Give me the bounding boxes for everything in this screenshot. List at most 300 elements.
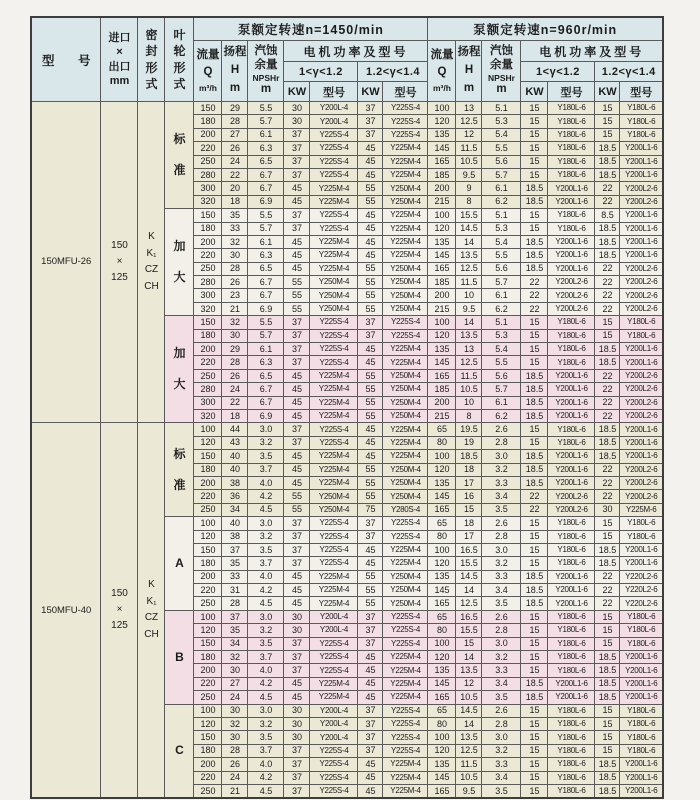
kw-high-1450: 45 [358, 771, 383, 784]
flow-1450: 150 [194, 543, 222, 556]
motor-high-1450: Y225M-4 [383, 677, 428, 690]
table-body [31, 102, 663, 799]
kw-high-960: 18.5 [595, 356, 620, 369]
header-seal-line: 封 [145, 44, 158, 59]
motor-high-960: Y180L-6 [620, 329, 663, 342]
head-960: 10.5 [456, 691, 482, 704]
motor-low-1450: Y225S-4 [310, 128, 358, 141]
head-960: 9.5 [456, 784, 482, 798]
motor-high-960: Y200L1-6 [620, 651, 663, 664]
npsh-960: 2.8 [482, 530, 521, 543]
flow-960: 185 [428, 168, 456, 181]
motor-low-1450: Y225S-4 [310, 155, 358, 168]
npsh-960: 5.7 [482, 276, 521, 289]
motor-high-1450: Y225M-4 [383, 543, 428, 556]
head-1450: 33 [222, 222, 248, 235]
flow-1450: 200 [194, 476, 222, 489]
motor-high-960: Y200L1-6 [620, 155, 663, 168]
npsh-1450: 3.7 [248, 744, 284, 757]
motor-low-960: Y200L2-6 [548, 289, 595, 302]
header-model-low-960: 型号 [548, 82, 595, 102]
npsh-960: 3.0 [482, 450, 521, 463]
head-label-line: 扬程 [457, 46, 481, 59]
kw-high-960: 22 [595, 490, 620, 503]
head-1450: 24 [222, 771, 248, 784]
motor-high-960: Y180L-6 [620, 637, 663, 650]
flow-960: 100 [428, 316, 456, 329]
flow-960: 135 [428, 758, 456, 771]
kw-low-960: 15 [521, 115, 548, 128]
motor-high-1450: Y280S-4 [383, 503, 428, 516]
npsh-960: 2.6 [482, 704, 521, 717]
kw-low-960: 15 [521, 771, 548, 784]
npsh-1450: 4.2 [248, 677, 284, 690]
motor-high-1450: Y250M-4 [383, 584, 428, 597]
kw-low-960: 18.5 [521, 463, 548, 476]
kw-low-960: 18.5 [521, 597, 548, 610]
motor-low-1450: Y225S-4 [310, 142, 358, 155]
npsh-960: 5.1 [482, 316, 521, 329]
kw-low-960: 18.5 [521, 235, 548, 248]
motor-high-1450: Y250M-4 [383, 195, 428, 208]
kw-high-1450: 37 [358, 717, 383, 730]
head-960: 10.5 [456, 771, 482, 784]
motor-high-1450: Y225M-4 [383, 423, 428, 436]
motor-high-1450: Y225S-4 [383, 637, 428, 650]
motor-low-960: Y180L-6 [548, 784, 595, 798]
head-1450: 28 [222, 262, 248, 275]
motor-low-960: Y180L-6 [548, 651, 595, 664]
motor-low-1450: Y225M-4 [310, 262, 358, 275]
seal-type-cell-line: CH [144, 628, 159, 640]
motor-high-1450: Y250M-4 [383, 276, 428, 289]
npsh-1450: 3.7 [248, 463, 284, 476]
kw-low-1450: 37 [284, 744, 310, 757]
flow-960: 120 [428, 222, 456, 235]
motor-high-1450: Y250M-4 [383, 182, 428, 195]
flow-960: 65 [428, 517, 456, 530]
motor-high-960: Y200L1-6 [620, 235, 663, 248]
head-960: 14 [456, 717, 482, 730]
motor-high-1450: Y225S-4 [383, 731, 428, 744]
kw-high-1450: 45 [358, 343, 383, 356]
impeller-type-cell [165, 316, 194, 423]
motor-low-960: Y200L1-6 [548, 409, 595, 422]
head-1450: 38 [222, 530, 248, 543]
kw-low-1450: 37 [284, 222, 310, 235]
npsh-960: 3.5 [482, 691, 521, 704]
head-1450: 38 [222, 476, 248, 489]
motor-high-1450: Y250M-4 [383, 476, 428, 489]
head-1450: 35 [222, 209, 248, 222]
motor-high-960: Y200L2-6 [620, 409, 663, 422]
flow-1450: 120 [194, 530, 222, 543]
npsh-1450: 3.2 [248, 624, 284, 637]
motor-high-1450: Y225M-4 [383, 209, 428, 222]
kw-high-1450: 45 [358, 758, 383, 771]
flow-960: 100 [428, 102, 456, 115]
motor-low-960: Y200L2-6 [548, 302, 595, 315]
kw-high-960: 15 [595, 530, 620, 543]
motor-low-960: Y200L2-6 [548, 276, 595, 289]
kw-low-960: 15 [521, 209, 548, 222]
motor-high-1450: Y225M-4 [383, 155, 428, 168]
motor-low-1450: Y225S-4 [310, 168, 358, 181]
kw-high-960: 22 [595, 182, 620, 195]
motor-low-1450: Y200L-4 [310, 610, 358, 623]
kw-high-1450: 75 [358, 503, 383, 516]
kw-low-1450: 30 [284, 102, 310, 115]
flow-1450: 320 [194, 409, 222, 422]
motor-high-960: Y200L1-6 [620, 664, 663, 677]
npsh-1450: 6.1 [248, 235, 284, 248]
head-960: 12.5 [456, 115, 482, 128]
kw-low-1450: 55 [284, 276, 310, 289]
motor-high-960: Y200L1-6 [620, 677, 663, 690]
motor-high-960: Y180L-6 [620, 717, 663, 730]
kw-low-1450: 45 [284, 195, 310, 208]
flow-1450: 200 [194, 758, 222, 771]
flow-1450: 300 [194, 182, 222, 195]
flow-1450: 220 [194, 142, 222, 155]
kw-high-1450: 45 [358, 235, 383, 248]
head-960: 12 [456, 128, 482, 141]
motor-low-960: Y180L-6 [548, 316, 595, 329]
npsh-1450: 3.0 [248, 610, 284, 623]
flow-1450: 320 [194, 195, 222, 208]
seal-type-cell-line: CZ [144, 612, 159, 624]
npsh-960: 3.4 [482, 584, 521, 597]
motor-low-1450: Y225S-4 [310, 356, 358, 369]
header-inlet-line: mm [109, 74, 130, 87]
flow-1450: 180 [194, 651, 222, 664]
motor-low-1450: Y200L-4 [310, 624, 358, 637]
motor-low-960: Y180L-6 [548, 530, 595, 543]
kw-high-960: 22 [595, 369, 620, 382]
head-1450: 30 [222, 731, 248, 744]
motor-low-1450: Y225S-4 [310, 784, 358, 798]
kw-high-1450: 55 [358, 262, 383, 275]
motor-low-960: Y180L-6 [548, 155, 595, 168]
head-960: 15.5 [456, 624, 482, 637]
motor-low-1450: Y225M-4 [310, 235, 358, 248]
kw-low-960: 22 [521, 276, 548, 289]
kw-high-1450: 55 [358, 584, 383, 597]
motor-high-1450: Y225S-4 [383, 115, 428, 128]
head-960: 10 [456, 289, 482, 302]
motor-high-960: Y200L1-6 [620, 771, 663, 784]
kw-high-1450: 37 [358, 624, 383, 637]
kw-high-1450: 55 [358, 409, 383, 422]
inlet-outlet-cell-line: × [116, 604, 123, 616]
kw-high-960: 18.5 [595, 235, 620, 248]
motor-low-1450: Y225M-4 [310, 597, 358, 610]
kw-high-960: 18.5 [595, 436, 620, 449]
flow-960: 135 [428, 343, 456, 356]
flow-960: 80 [428, 530, 456, 543]
kw-low-1450: 37 [284, 771, 310, 784]
npsh-960: 2.8 [482, 624, 521, 637]
kw-high-960: 15 [595, 731, 620, 744]
flow-1450: 100 [194, 704, 222, 717]
kw-low-1450: 45 [284, 597, 310, 610]
kw-high-1450: 45 [358, 543, 383, 556]
motor-low-960: Y180L-6 [548, 343, 595, 356]
flow-960: 165 [428, 369, 456, 382]
motor-low-960: Y180L-6 [548, 517, 595, 530]
inlet-outlet-cell-line: 125 [111, 620, 128, 632]
head-1450: 36 [222, 490, 248, 503]
motor-high-1450: Y250M-4 [383, 302, 428, 315]
flow-1450: 180 [194, 115, 222, 128]
npsh-1450: 6.7 [248, 289, 284, 302]
kw-low-960: 15 [521, 436, 548, 449]
kw-low-960: 15 [521, 168, 548, 181]
motor-high-960: Y220L2-6 [620, 597, 663, 610]
motor-high-1450: Y250M-4 [383, 597, 428, 610]
motor-high-960: Y180L-6 [620, 744, 663, 757]
header-motor-power-1450: 电机功率及型号 [284, 41, 428, 62]
flow-1450: 280 [194, 383, 222, 396]
head-1450: 21 [222, 302, 248, 315]
head-1450: 24 [222, 383, 248, 396]
inlet-outlet-cell [101, 423, 138, 798]
kw-low-1450: 37 [284, 543, 310, 556]
motor-low-960: Y180L-6 [548, 664, 595, 677]
motor-low-960: Y180L-6 [548, 128, 595, 141]
flow-1450: 200 [194, 664, 222, 677]
head-960: 15.5 [456, 209, 482, 222]
head-1450: 31 [222, 584, 248, 597]
flow-1450: 300 [194, 289, 222, 302]
kw-high-1450: 45 [358, 222, 383, 235]
motor-high-960: Y200L1-6 [620, 436, 663, 449]
header-gamma-high-1450: 1.2<γ<1.4 [358, 62, 428, 82]
kw-low-960: 15 [521, 624, 548, 637]
npsh-1450: 6.1 [248, 128, 284, 141]
kw-low-1450: 55 [284, 490, 310, 503]
kw-low-1450: 37 [284, 423, 310, 436]
impeller-type-cell-line: B [175, 649, 184, 664]
kw-high-1450: 37 [358, 316, 383, 329]
motor-low-960: Y180L-6 [548, 744, 595, 757]
motor-low-960: Y180L-6 [548, 704, 595, 717]
npsh-1450: 6.9 [248, 409, 284, 422]
motor-low-960: Y180L-6 [548, 115, 595, 128]
npsh-1450: 6.7 [248, 276, 284, 289]
motor-high-1450: Y225S-4 [383, 128, 428, 141]
kw-high-960: 15 [595, 637, 620, 650]
table-row [31, 423, 663, 436]
npsh-1450: 3.2 [248, 436, 284, 449]
motor-high-960: Y200L1-6 [620, 691, 663, 704]
kw-low-1450: 45 [284, 584, 310, 597]
npsh-label-line: 余量 [254, 59, 278, 71]
npsh-1450: 3.2 [248, 717, 284, 730]
head-960: 9.5 [456, 168, 482, 181]
motor-high-960: Y200L2-6 [620, 383, 663, 396]
motor-high-960: Y200L2-6 [620, 490, 663, 503]
head-960: 13.5 [456, 249, 482, 262]
npsh-1450: 3.5 [248, 637, 284, 650]
kw-high-960: 18.5 [595, 651, 620, 664]
header-seal-line: 式 [145, 76, 158, 91]
kw-high-1450: 55 [358, 182, 383, 195]
flow-960: 135 [428, 476, 456, 489]
kw-high-960: 30 [595, 503, 620, 516]
head-960: 14 [456, 651, 482, 664]
npsh-960: 3.5 [482, 503, 521, 516]
flow-1450: 250 [194, 369, 222, 382]
npsh-1450: 6.5 [248, 262, 284, 275]
head-960: 16.5 [456, 610, 482, 623]
npsh-1450: 6.7 [248, 396, 284, 409]
kw-high-1450: 37 [358, 115, 383, 128]
npsh-1450: 4.5 [248, 597, 284, 610]
npsh-960: 3.4 [482, 490, 521, 503]
motor-low-1450: Y225S-4 [310, 329, 358, 342]
motor-low-960: Y180L-6 [548, 209, 595, 222]
motor-low-1450: Y250M-4 [310, 289, 358, 302]
npsh-960: 3.0 [482, 543, 521, 556]
motor-high-960: Y200L1-6 [620, 423, 663, 436]
head-1450: 44 [222, 423, 248, 436]
flow-960: 135 [428, 128, 456, 141]
kw-high-960: 22 [595, 463, 620, 476]
kw-high-1450: 37 [358, 637, 383, 650]
motor-low-1450: Y250M-4 [310, 302, 358, 315]
kw-low-1450: 45 [284, 476, 310, 489]
npsh-960: 2.6 [482, 517, 521, 530]
flow-960: 80 [428, 624, 456, 637]
head-960: 11.5 [456, 142, 482, 155]
npsh-1450: 4.0 [248, 664, 284, 677]
npsh-1450: 3.5 [248, 543, 284, 556]
flow-960: 145 [428, 249, 456, 262]
npsh-1450: 5.7 [248, 222, 284, 235]
kw-low-960: 15 [521, 637, 548, 650]
npsh-960: 5.4 [482, 343, 521, 356]
npsh-960: 5.7 [482, 168, 521, 181]
npsh-960: 5.7 [482, 383, 521, 396]
kw-low-1450: 45 [284, 262, 310, 275]
head-1450: 26 [222, 369, 248, 382]
head-1450: 24 [222, 155, 248, 168]
motor-high-960: Y200L1-6 [620, 209, 663, 222]
npsh-1450: 3.0 [248, 517, 284, 530]
kw-high-1450: 55 [358, 396, 383, 409]
header-speed-960: 泵额定转速n=960r/min [428, 17, 663, 41]
npsh-1450: 4.0 [248, 570, 284, 583]
flow-960: 200 [428, 289, 456, 302]
npsh-960: 2.6 [482, 423, 521, 436]
npsh-960: 6.1 [482, 182, 521, 195]
npsh-1450: 3.5 [248, 450, 284, 463]
flow-1450: 250 [194, 155, 222, 168]
npsh-1450: 6.3 [248, 249, 284, 262]
motor-high-960: Y180L-6 [620, 517, 663, 530]
table-row [31, 102, 663, 115]
kw-low-1450: 30 [284, 624, 310, 637]
motor-high-1450: Y250M-4 [383, 262, 428, 275]
head-1450: 27 [222, 677, 248, 690]
head-960: 13.5 [456, 664, 482, 677]
kw-low-960: 15 [521, 517, 548, 530]
header-model-col: 型 号 [31, 17, 101, 102]
kw-high-960: 15 [595, 517, 620, 530]
kw-low-1450: 45 [284, 463, 310, 476]
header-npsh-1450 [248, 41, 284, 102]
motor-high-960: Y200L1-6 [620, 356, 663, 369]
head-960: 14.5 [456, 222, 482, 235]
inlet-outlet-cell [101, 102, 138, 423]
motor-low-1450: Y225S-4 [310, 517, 358, 530]
motor-high-1450: Y225M-4 [383, 651, 428, 664]
head-960: 15 [456, 637, 482, 650]
header-seal-col [138, 17, 165, 102]
header-gamma-low-1450: 1<γ<1.2 [284, 62, 358, 82]
header-head-960 [456, 41, 482, 102]
impeller-type-cell-line: 标 [173, 446, 186, 461]
kw-high-1450: 45 [358, 677, 383, 690]
motor-low-1450: Y225S-4 [310, 758, 358, 771]
kw-low-960: 18.5 [521, 691, 548, 704]
motor-high-960: Y180L-6 [620, 610, 663, 623]
npsh-960: 3.2 [482, 557, 521, 570]
motor-high-960: Y200L1-6 [620, 784, 663, 798]
head-1450: 18 [222, 195, 248, 208]
motor-high-960: Y200L1-6 [620, 543, 663, 556]
kw-high-1450: 55 [358, 383, 383, 396]
motor-high-1450: Y225M-4 [383, 249, 428, 262]
flow-1450: 120 [194, 624, 222, 637]
inlet-outlet-cell-line: × [116, 256, 123, 268]
motor-high-1450: Y225M-4 [383, 235, 428, 248]
seal-type-cell-line: K₁ [146, 595, 157, 607]
kw-high-1450: 55 [358, 490, 383, 503]
kw-high-960: 18.5 [595, 691, 620, 704]
flow-960: 215 [428, 302, 456, 315]
head-1450: 35 [222, 557, 248, 570]
npsh-1450: 3.0 [248, 423, 284, 436]
head-960: 16 [456, 490, 482, 503]
kw-high-1450: 45 [358, 450, 383, 463]
npsh-1450: 6.9 [248, 195, 284, 208]
flow-label-line: 流量 [430, 48, 454, 61]
kw-low-1450: 37 [284, 142, 310, 155]
kw-low-960: 15 [521, 222, 548, 235]
npsh-label-line: NPSHr [488, 72, 515, 83]
motor-low-1450: Y250M-4 [310, 503, 358, 516]
flow-label-line: Q [437, 66, 447, 79]
motor-low-1450: Y250M-4 [310, 276, 358, 289]
kw-low-960: 15 [521, 155, 548, 168]
kw-high-960: 18.5 [595, 543, 620, 556]
head-1450: 30 [222, 704, 248, 717]
kw-high-960: 18.5 [595, 784, 620, 798]
impeller-type-cell-line: 准 [173, 477, 186, 492]
motor-low-1450: Y225S-4 [310, 744, 358, 757]
motor-high-960: Y200L1-6 [620, 557, 663, 570]
npsh-960: 5.3 [482, 222, 521, 235]
inlet-outlet-cell-line: 125 [111, 272, 128, 284]
kw-low-960: 22 [521, 490, 548, 503]
head-960: 11.5 [456, 276, 482, 289]
kw-high-1450: 45 [358, 249, 383, 262]
npsh-960: 6.2 [482, 409, 521, 422]
kw-high-960: 15 [595, 316, 620, 329]
kw-low-1450: 45 [284, 409, 310, 422]
